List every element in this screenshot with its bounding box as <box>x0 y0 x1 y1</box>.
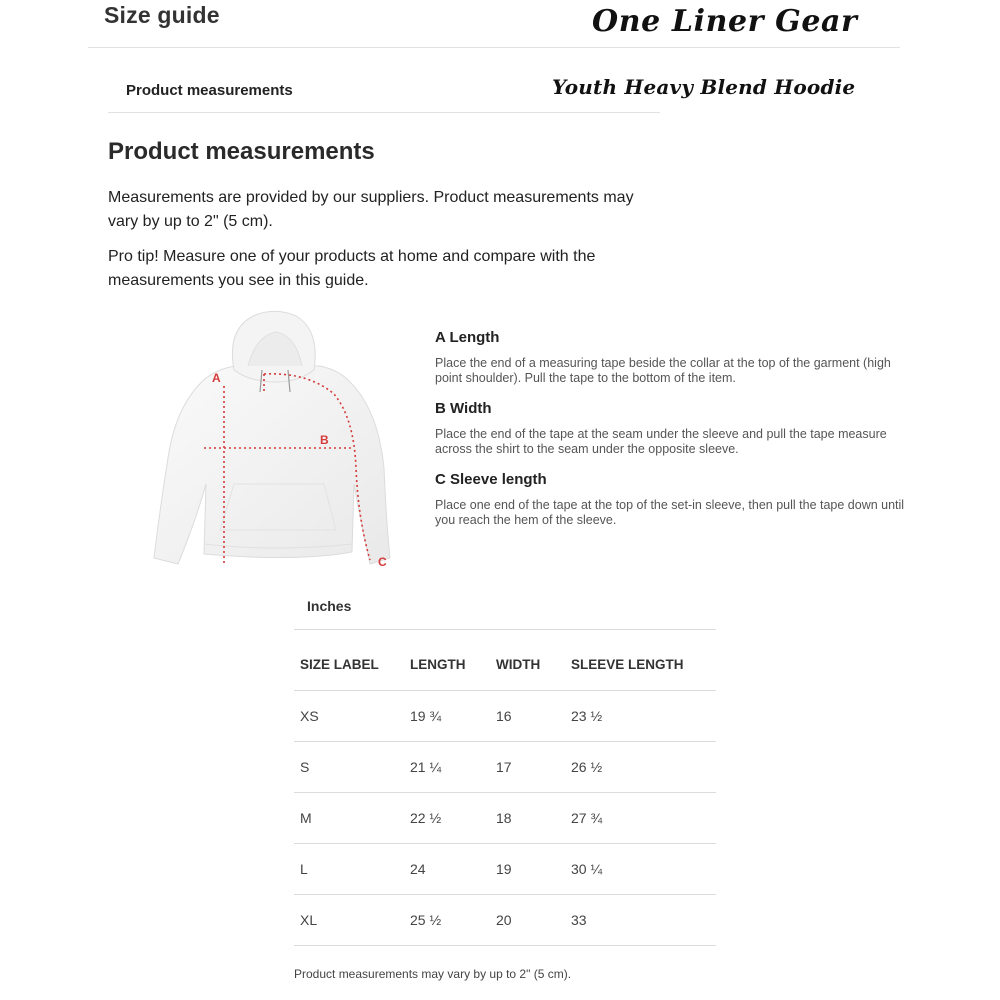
diagram-label-a: A <box>212 371 221 385</box>
measurement-b-title: B Width <box>435 400 492 417</box>
cell-length: 24 <box>404 844 490 895</box>
measurement-a-title: A Length <box>435 329 500 346</box>
col-header-size-label: SIZE LABEL <box>294 638 404 691</box>
cell-length: 25 ½ <box>404 895 490 946</box>
brand-name: One Liner Gear <box>592 4 858 39</box>
cell-length: 21 ¼ <box>404 742 490 793</box>
cell-size: L <box>294 844 404 895</box>
cell-size: XS <box>294 691 404 742</box>
tab-product-measurements[interactable]: Product measurements <box>126 82 293 99</box>
cell-size: XL <box>294 895 404 946</box>
measurement-c-description: Place one end of the tape at the top of the set-in sleeve, then pull the tape down until you reach the hem of the sleeve. <box>435 498 905 527</box>
diagram-label-b: B <box>320 433 329 447</box>
hoodie-body <box>154 366 390 564</box>
header-divider <box>88 47 900 48</box>
cell-width: 17 <box>490 742 565 793</box>
cell-sleeve: 23 ½ <box>565 691 716 742</box>
table-footnote: Product measurements may vary by up to 2" (5 cm). <box>294 967 572 981</box>
cell-width: 18 <box>490 793 565 844</box>
cell-sleeve: 33 <box>565 895 716 946</box>
table-row <box>294 793 716 844</box>
section-heading: Product measurements <box>108 138 375 165</box>
units-divider <box>294 629 716 630</box>
product-name: Youth Heavy Blend Hoodie <box>552 75 856 99</box>
col-header-length: LENGTH <box>404 638 490 691</box>
cell-width: 19 <box>490 844 565 895</box>
units-label: Inches <box>307 598 352 614</box>
cell-length: 19 ¾ <box>404 691 490 742</box>
cell-sleeve: 30 ¼ <box>565 844 716 895</box>
table-row <box>294 691 716 742</box>
measurement-c-title: C Sleeve length <box>435 471 547 488</box>
cell-sleeve: 26 ½ <box>565 742 716 793</box>
pro-tip-paragraph: Pro tip! Measure one of your products at home and compare with the measurements you see in this guide. <box>108 248 596 288</box>
size-table <box>294 638 716 946</box>
measurement-a-description: Place the end of a measuring tape beside the collar at the top of the garment (high point shoulder). Pull the tape to the bottom of the item. <box>435 356 891 385</box>
cell-sleeve: 27 ¾ <box>565 793 716 844</box>
intro-paragraph: Measurements are provided by our suppliers. Product measurements may vary by up to 2" (5 cm). <box>108 189 634 230</box>
cell-width: 20 <box>490 895 565 946</box>
table-row <box>294 742 716 793</box>
measurement-b-description: Place the end of the tape at the seam under the sleeve and pull the tape measure across the shirt to the seam under the opposite sleeve. <box>435 427 887 456</box>
tab-divider <box>108 112 660 113</box>
cell-size: M <box>294 793 404 844</box>
page-title: Size guide <box>104 2 220 28</box>
col-header-sleeve-length: SLEEVE LENGTH <box>565 638 716 691</box>
cell-size: S <box>294 742 404 793</box>
table-header-row <box>294 638 716 691</box>
col-header-width: WIDTH <box>490 638 565 691</box>
hoodie-diagram <box>148 308 408 578</box>
cell-width: 16 <box>490 691 565 742</box>
cell-length: 22 ½ <box>404 793 490 844</box>
table-row <box>294 895 716 946</box>
table-row <box>294 844 716 895</box>
diagram-label-c: C <box>378 555 387 569</box>
